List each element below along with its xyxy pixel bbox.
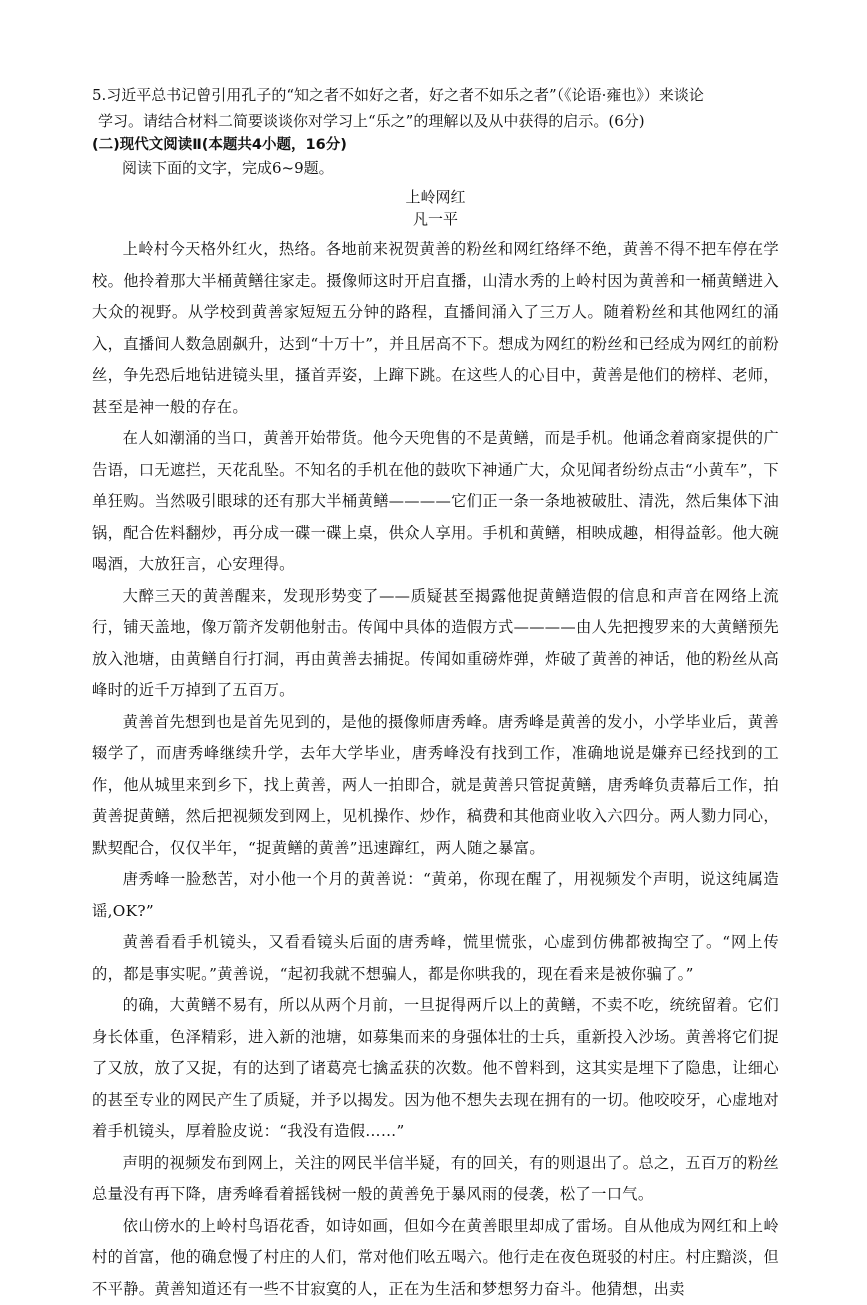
article-paragraph-6: 黄善看看手机镜头，又看看镜头后面的唐秀峰，慌里慌张，心虚到仿佛都被掏空了。“网上传的，都是事实呢。”黄善说，“起初我就不想骗人，都是你哄我的，现在看来是被你骗了。” bbox=[92, 927, 779, 990]
section-instruction: 阅读下面的文字，完成6~9题。 bbox=[122, 156, 779, 180]
article-title: 上岭网红 bbox=[92, 186, 779, 208]
section-heading: (二)现代文阅读Ⅱ(本题共4小题，16分) bbox=[92, 134, 779, 156]
question-5 bbox=[92, 82, 779, 134]
article-paragraph-3: 大醉三天的黄善醒来，发现形势变了——质疑甚至揭露他捉黄鳝造假的信息和声音在网络上流行，铺天盖地，像万箭齐发朝他射击。传闻中具体的造假方式————由人先把搜罗来的大黄鳝预先放入池塘，由黄鳝自行打洞，再由黄善去捕捉。传闻如重磅炸弹，炸破了黄善的神话，他的粉丝从高峰时的近千万掉到了五百万。 bbox=[92, 581, 779, 707]
article-author: 凡一平 bbox=[92, 208, 779, 230]
article-paragraph-4: 黄善首先想到也是首先见到的，是他的摄像师唐秀峰。唐秀峰是黄善的发小，小学毕业后，黄善辍学了，而唐秀峰继续升学，去年大学毕业，唐秀峰没有找到工作，准确地说是嫌弃已经找到的工作，他从城里来到乡下，找上黄善，两人一拍即合，就是黄善只管捉黄鳝，唐秀峰负责幕后工作，拍黄善捉黄鳝，然后把视频发到网上，见机操作、炒作，稿费和其他商业收入六四分。两人勠力同心，默契配合，仅仅半年，“捉黄鳝的黄善”迅速蹿红，两人随之暴富。 bbox=[92, 707, 779, 865]
article-paragraph-1: 上岭村今天格外红火，热络。各地前来祝贺黄善的粉丝和网红络绎不绝，黄善不得不把车停在学校。他拎着那大半桶黄鳝往家走。摄像师这时开启直播，山清水秀的上岭村因为黄善和一桶黄鳝进入大众的视野。从学校到黄善家短短五分钟的路程，直播间涌入了三万人。随着粉丝和其他网红的涌入，直播间人数急剧飙升，达到“十万十”，并且居高不下。想成为网红的粉丝和已经成为网红的前粉丝，争先恐后地钻进镜头里，搔首弄姿，上蹿下跳。在这些人的心目中，黄善是他们的榜样、老师，甚至是神一般的存在。 bbox=[92, 234, 779, 423]
article-paragraph-8: 声明的视频发布到网上，关注的网民半信半疑，有的回关，有的则退出了。总之，五百万的粉丝总量没有再下降，唐秀峰看着摇钱树一般的黄善免于暴风雨的侵袭，松了一口气。 bbox=[92, 1148, 779, 1211]
article-paragraph-7: 的确，大黄鳝不易有，所以从两个月前，一旦捉得两斤以上的黄鳝，不卖不吃，统统留着。它们身长体重，色泽精彩，进入新的池塘，如募集而来的身强体壮的士兵，重新投入沙场。黄善将它们捉了又放，放了又捉，有的达到了诸葛亮七擒孟获的次数。他不曾料到，这其实是埋下了隐患，让细心的甚至专业的网民产生了质疑，并予以揭发。因为他不想失去现在拥有的一切。他咬咬牙，心虚地对着手机镜头，厚着脸皮说：“我没有造假……” bbox=[92, 990, 779, 1148]
question-5-line-2: 学习。请结合材料二简要谈谈你对学习上“乐之”的理解以及从中获得的启示。(6分) bbox=[92, 108, 779, 134]
article-paragraph-5: 唐秀峰一脸愁苦，对小他一个月的黄善说：“黄弟，你现在醒了，用视频发个声明，说这纯属造谣,OK?” bbox=[92, 864, 779, 927]
article-body bbox=[92, 234, 779, 1305]
article-paragraph-9: 依山傍水的上岭村鸟语花香，如诗如画，但如今在黄善眼里却成了雷场。自从他成为网红和上岭村的首富，他的确怠慢了村庄的人们，常对他们吆五喝六。他行走在夜色斑驳的村庄。村庄黯淡，但不平静。黄善知道还有一些不甘寂寞的人，正在为生活和梦想努力奋斗。他猜想，出卖 bbox=[92, 1211, 779, 1305]
question-5-line-1: 5.习近平总书记曾引用孔子的“知之者不如好之者，好之者不如乐之者”（《论语·雍也》）来谈论 bbox=[92, 86, 704, 104]
article-paragraph-2: 在人如潮涌的当口，黄善开始带货。他今天兜售的不是黄鳝，而是手机。他诵念着商家提供的广告语，口无遮拦，天花乱坠。不知名的手机在他的鼓吹下神通广大，众见闻者纷纷点击“小黄车”，下单狂购。当然吸引眼球的还有那大半桶黄鳝————它们正一条一条地被破肚、清洗，然后集体下油锅，配合佐料翻炒，再分成一碟一碟上桌，供众人享用。手机和黄鳝，相映成趣，相得益彰。他大碗喝酒，大放狂言，心安理得。 bbox=[92, 423, 779, 581]
